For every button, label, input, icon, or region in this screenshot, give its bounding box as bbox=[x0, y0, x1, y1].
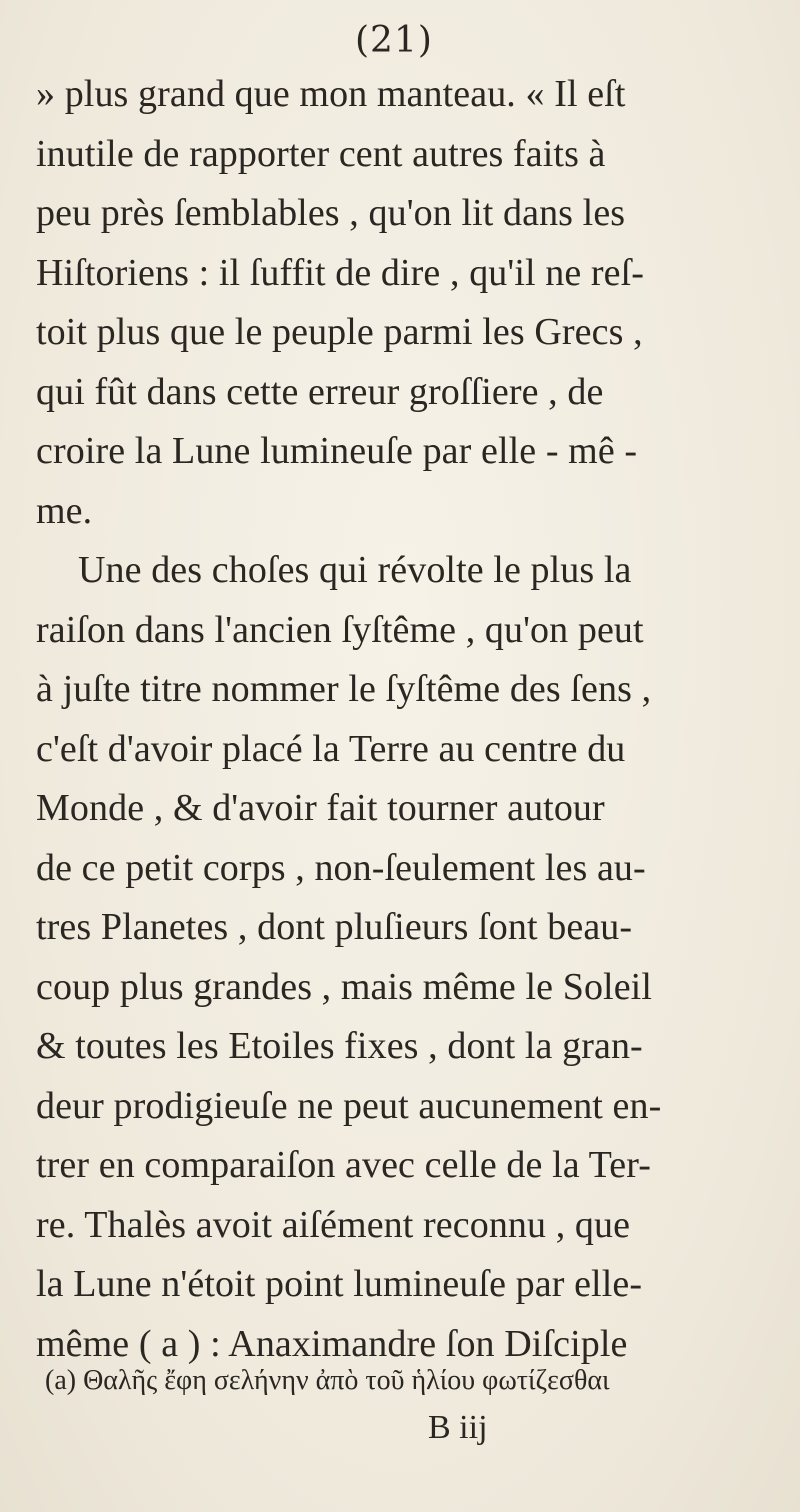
text-line: toit plus que le peuple parmi les Grecs , bbox=[36, 311, 643, 353]
signature-mark: B iij bbox=[428, 1409, 488, 1446]
text-line: re. Thalès avoit aiſément reconnu , que bbox=[36, 1203, 631, 1246]
text-line: qui fût dans cette erreur groſſiere , de bbox=[36, 370, 604, 413]
text-line: c'eſt d'avoir placé la Terre au centre du bbox=[36, 727, 626, 770]
paragraph-start-line: Une des choſes qui révolte le plus la bbox=[78, 549, 632, 591]
text-line: Hiſtoriens : il ſuffit de dire , qu'il ne reſ- bbox=[36, 251, 645, 294]
text-line: tres Planetes , dont pluſieurs ſont beau- bbox=[36, 906, 633, 948]
text-line: peu près ſemblables , qu'on lit dans les bbox=[36, 192, 626, 234]
text-line: deur prodigieuſe ne peut aucunement en- bbox=[36, 1084, 662, 1127]
text-line: croire la Lune lumineuſe par elle - mê - bbox=[36, 430, 638, 472]
page-number: (21) bbox=[355, 20, 433, 61]
text-line: coup plus grandes , mais même le Soleil bbox=[36, 965, 653, 1008]
body-text bbox=[36, 65, 756, 1374]
text-line: & toutes les Etoiles fixes , dont la gran- bbox=[36, 1025, 643, 1067]
text-line: de ce petit corps , non-ſeulement les au- bbox=[36, 846, 646, 889]
text-line: Monde , & d'avoir fait tourner autour bbox=[36, 787, 605, 829]
text-line: » plus grand que mon manteau. « Il eſt bbox=[36, 73, 626, 115]
text-line: même ( a ) : Anaximandre ſon Diſciple bbox=[36, 1322, 628, 1365]
text-line: trer en comparaiſon avec celle de la Ter- bbox=[36, 1144, 652, 1186]
text-line: à juſte titre nommer le ſyſtême des ſens , bbox=[36, 668, 652, 710]
text-line: raiſon dans l'ancien ſyſtême , qu'on peut bbox=[36, 608, 644, 651]
text-line: me. bbox=[36, 489, 93, 532]
text-line: inutile de rapporter cent autres faits à bbox=[36, 132, 606, 175]
text-line: la Lune n'étoit point lumineuſe par elle- bbox=[36, 1263, 643, 1305]
footnote: (a) Θαλῆς ἔφη σελήνην ἀπὸ τοῦ ἡλίου φωτίζεσθαι bbox=[45, 1365, 610, 1396]
